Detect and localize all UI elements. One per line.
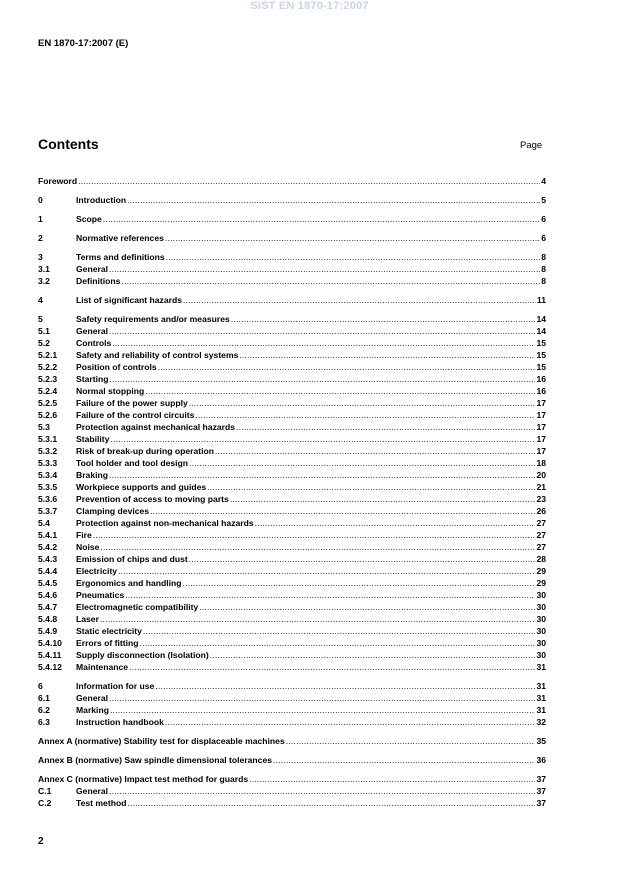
- toc-entry-title: Foreword: [38, 176, 78, 186]
- toc-entry-page: 37: [536, 798, 546, 808]
- toc-entry[interactable]: [38, 373, 546, 385]
- toc-entry-page: 20: [536, 470, 546, 480]
- toc-entry[interactable]: [38, 325, 546, 337]
- toc-entry[interactable]: [38, 797, 546, 809]
- dot-leader: [109, 785, 535, 797]
- toc-entry-number: 5.3.4: [38, 470, 58, 480]
- dot-leader: [189, 553, 536, 565]
- toc-entry-page: 27: [536, 530, 546, 540]
- dot-leader: [145, 385, 535, 397]
- toc-entry-page: 31: [536, 681, 546, 691]
- toc-entry[interactable]: [38, 232, 546, 244]
- toc-entry-page: 37: [536, 774, 546, 784]
- toc-entry-page: 29: [536, 578, 546, 588]
- dot-leader: [127, 797, 535, 809]
- toc-entry[interactable]: [38, 457, 546, 469]
- toc-entry-page: 30: [536, 614, 546, 624]
- table-of-contents: [38, 175, 546, 809]
- dot-leader: [236, 421, 535, 433]
- toc-entry[interactable]: [38, 517, 546, 529]
- toc-entry-title: Information for use: [76, 681, 155, 691]
- toc-entry[interactable]: [38, 541, 546, 553]
- toc-entry-page: 23: [536, 494, 546, 504]
- toc-entry-number: 5.2.1: [38, 350, 58, 360]
- toc-entry-page: 17: [536, 434, 546, 444]
- toc-entry-number: 5.4.8: [38, 614, 58, 624]
- toc-entry-page: 31: [536, 705, 546, 715]
- dot-leader: [103, 213, 540, 225]
- toc-entry-title: General: [76, 326, 109, 336]
- toc-entry[interactable]: [38, 445, 546, 457]
- dot-leader: [150, 505, 535, 517]
- toc-entry[interactable]: [38, 397, 546, 409]
- toc-entry-page: 8: [541, 276, 546, 286]
- toc-entry-number: 6.1: [38, 693, 50, 703]
- dot-leader: [165, 716, 536, 728]
- toc-entry-number: 5.4.7: [38, 602, 58, 612]
- toc-entry-number: 5.2: [38, 338, 50, 348]
- toc-entry-number: 5.1: [38, 326, 50, 336]
- dot-leader: [110, 704, 535, 716]
- toc-entry-title: Failure of the control circuits: [76, 410, 195, 420]
- toc-entry[interactable]: [38, 294, 546, 306]
- toc-entry-number: 4: [38, 295, 43, 305]
- toc-entry-title: Tool holder and tool design: [76, 458, 189, 468]
- toc-entry-title: Annex A (normative) Stability test for displaceable machines: [38, 736, 285, 746]
- toc-entry-title: Errors of fitting: [76, 638, 139, 648]
- toc-entry-page: 27: [536, 542, 546, 552]
- dot-leader: [189, 457, 535, 469]
- toc-entry[interactable]: [38, 589, 546, 601]
- toc-entry-page: 30: [536, 590, 546, 600]
- dot-leader: [165, 232, 540, 244]
- toc-entry-number: 5.4.3: [38, 554, 58, 564]
- toc-entry[interactable]: [38, 754, 546, 766]
- toc-entry[interactable]: [38, 385, 546, 397]
- toc-entry-title: Workpiece supports and guides: [76, 482, 207, 492]
- toc-entry-page: 30: [536, 650, 546, 660]
- toc-entry-title: Electricity: [76, 566, 118, 576]
- dot-leader: [183, 577, 536, 589]
- toc-entry-title: Pneumatics: [76, 590, 125, 600]
- toc-entry-title: Annex B (normative) Saw spindle dimensional tolerances: [38, 755, 272, 765]
- dot-leader: [231, 313, 536, 325]
- dot-leader: [140, 637, 536, 649]
- toc-entry-title: Ergonomics and handling: [76, 578, 182, 588]
- toc-entry-number: 5.4: [38, 518, 50, 528]
- toc-entry-title: General: [76, 264, 109, 274]
- toc-entry-title: Instruction handbook: [76, 717, 164, 727]
- dot-leader: [215, 445, 535, 457]
- toc-entry-title: Definitions: [76, 276, 121, 286]
- toc-entry-page: 6: [541, 233, 546, 243]
- toc-entry-title: Terms and definitions: [76, 252, 165, 262]
- toc-entry-page: 5: [541, 195, 546, 205]
- toc-entry-title: Risk of break-up during operation: [76, 446, 214, 456]
- toc-entry-title: Supply disconnection (Isolation): [76, 650, 209, 660]
- toc-entry[interactable]: [38, 175, 546, 187]
- toc-entry-page: 4: [541, 176, 546, 186]
- toc-entry-page: 21: [536, 482, 546, 492]
- toc-entry-page: 14: [536, 314, 546, 324]
- toc-entry-page: 17: [536, 446, 546, 456]
- toc-entry-number: 5.3.2: [38, 446, 58, 456]
- toc-entry[interactable]: [38, 251, 546, 263]
- toc-entry-number: 5.4.9: [38, 626, 58, 636]
- toc-entry[interactable]: [38, 735, 546, 747]
- toc-entry-page: 15: [536, 362, 546, 372]
- toc-entry-number: 5.2.5: [38, 398, 58, 408]
- dot-leader: [239, 349, 535, 361]
- toc-entry-page: 15: [536, 350, 546, 360]
- toc-entry[interactable]: [38, 716, 546, 728]
- toc-entry-number: 6: [38, 681, 43, 691]
- dot-leader: [210, 649, 536, 661]
- dot-leader: [121, 275, 540, 287]
- toc-entry-title: Electromagnetic compatibility: [76, 602, 199, 612]
- toc-entry-number: 5.4.6: [38, 590, 58, 600]
- toc-entry[interactable]: [38, 275, 546, 287]
- toc-entry-number: 5.2.4: [38, 386, 58, 396]
- toc-entry[interactable]: [38, 481, 546, 493]
- toc-entry-number: 6.2: [38, 705, 50, 715]
- toc-entry[interactable]: [38, 433, 546, 445]
- toc-entry-number: 6.3: [38, 717, 50, 727]
- toc-entry[interactable]: [38, 613, 546, 625]
- toc-entry-number: 5.2.6: [38, 410, 58, 420]
- dot-leader: [255, 517, 536, 529]
- toc-entry[interactable]: [38, 649, 546, 661]
- toc-entry[interactable]: [38, 361, 546, 373]
- toc-entry[interactable]: [38, 704, 546, 716]
- toc-entry-page: 31: [536, 662, 546, 672]
- toc-entry-number: 5.4.2: [38, 542, 58, 552]
- toc-entry-title: General: [76, 786, 109, 796]
- dot-leader: [109, 373, 535, 385]
- toc-entry[interactable]: [38, 493, 546, 505]
- toc-entry-number: 2: [38, 233, 43, 243]
- toc-entry[interactable]: [38, 529, 546, 541]
- toc-entry[interactable]: [38, 680, 546, 692]
- toc-entry[interactable]: [38, 773, 546, 785]
- toc-entry-title: Maintenance: [76, 662, 129, 672]
- toc-entry-page: 30: [536, 626, 546, 636]
- toc-entry-title: Scope: [76, 214, 102, 224]
- toc-entry-number: 5.3.1: [38, 434, 58, 444]
- toc-entry-number: 5.2.3: [38, 374, 58, 384]
- toc-entry-title: Introduction: [76, 195, 127, 205]
- toc-entry-page: 15: [536, 338, 546, 348]
- dot-leader: [199, 601, 535, 613]
- dot-leader: [158, 361, 536, 373]
- toc-entry-title: Stability: [76, 434, 110, 444]
- toc-entry-title: Test method: [76, 798, 127, 808]
- toc-entry-page: 8: [541, 252, 546, 262]
- toc-entry-title: Protection against non-mechanical hazards: [76, 518, 254, 528]
- toc-entry-title: Protection against mechanical hazards: [76, 422, 236, 432]
- toc-entry-page: 17: [536, 410, 546, 420]
- toc-entry-title: Controls: [76, 338, 112, 348]
- document-id: EN 1870-17:2007 (E): [38, 38, 129, 49]
- toc-entry[interactable]: [38, 421, 546, 433]
- toc-entry-title: Position of controls: [76, 362, 157, 372]
- toc-entry-number: 0: [38, 195, 43, 205]
- dot-leader: [207, 481, 535, 493]
- toc-entry[interactable]: [38, 692, 546, 704]
- toc-entry-number: 3.2: [38, 276, 50, 286]
- toc-entry-title: Safety and reliability of control systems: [76, 350, 239, 360]
- toc-entry[interactable]: [38, 337, 546, 349]
- dot-leader: [125, 589, 535, 601]
- toc-entry-number: 5.4.12: [38, 662, 62, 672]
- toc-entry-number: C.2: [38, 798, 52, 808]
- page-number: 2: [38, 836, 44, 847]
- toc-entry-number: C.1: [38, 786, 52, 796]
- dot-leader: [155, 680, 535, 692]
- toc-entry[interactable]: [38, 263, 546, 275]
- dot-leader: [100, 613, 536, 625]
- dot-leader: [109, 469, 535, 481]
- toc-entry[interactable]: [38, 349, 546, 361]
- toc-entry-number: 5: [38, 314, 43, 324]
- toc-entry[interactable]: [38, 409, 546, 421]
- toc-entry-title: Safety requirements and/or measures: [76, 314, 230, 324]
- watermark: SIST EN 1870-17:2007: [250, 0, 369, 12]
- toc-entry-title: Braking: [76, 470, 108, 480]
- toc-entry-number: 5.4.1: [38, 530, 58, 540]
- toc-entry-page: 36: [536, 755, 546, 765]
- dot-leader: [78, 175, 540, 187]
- toc-entry-page: 11: [536, 295, 546, 305]
- toc-entry[interactable]: [38, 505, 546, 517]
- dot-leader: [143, 625, 536, 637]
- dot-leader: [286, 735, 536, 747]
- dot-leader: [118, 565, 535, 577]
- toc-entry-number: 5.3: [38, 422, 50, 432]
- toc-entry-title: Starting: [76, 374, 109, 384]
- dot-leader: [109, 692, 535, 704]
- dot-leader: [109, 325, 535, 337]
- toc-entry-page: 16: [536, 374, 546, 384]
- toc-entry-title: Normative references: [76, 233, 164, 243]
- toc-entry-title: Prevention of access to moving parts: [76, 494, 229, 504]
- dot-leader: [110, 433, 535, 445]
- toc-entry-title: General: [76, 693, 109, 703]
- toc-entry[interactable]: [38, 661, 546, 673]
- toc-entry-number: 5.3.5: [38, 482, 58, 492]
- toc-entry-page: 29: [536, 566, 546, 576]
- toc-entry-page: 17: [536, 422, 546, 432]
- toc-entry-number: 5.2.2: [38, 362, 58, 372]
- toc-entry-title: Annex C (normative) Impact test method for guards: [38, 774, 249, 784]
- toc-entry-number: 5.4.10: [38, 638, 62, 648]
- toc-entry-page: 8: [541, 264, 546, 274]
- toc-entry-page: 26: [536, 506, 546, 516]
- toc-entry-page: 30: [536, 638, 546, 648]
- toc-entry-number: 5.3.3: [38, 458, 58, 468]
- toc-entry-number: 5.3.7: [38, 506, 58, 516]
- dot-leader: [127, 194, 540, 206]
- dot-leader: [129, 661, 535, 673]
- toc-entry[interactable]: [38, 577, 546, 589]
- dot-leader: [109, 263, 540, 275]
- toc-entry-page: 14: [536, 326, 546, 336]
- toc-entry[interactable]: [38, 213, 546, 225]
- toc-entry-page: 16: [536, 386, 546, 396]
- toc-entry-title: Failure of the power supply: [76, 398, 188, 408]
- toc-entry-page: 28: [536, 554, 546, 564]
- toc-entry-title: Normal stopping: [76, 386, 145, 396]
- toc-entry-page: 37: [536, 786, 546, 796]
- toc-entry-page: 35: [536, 736, 546, 746]
- toc-entry-number: 5.3.6: [38, 494, 58, 504]
- toc-entry-title: Emission of chips and dust: [76, 554, 188, 564]
- dot-leader: [273, 754, 535, 766]
- toc-entry-title: List of significant hazards: [76, 295, 183, 305]
- toc-entry[interactable]: [38, 601, 546, 613]
- toc-entry[interactable]: [38, 637, 546, 649]
- toc-entry-number: 5.4.4: [38, 566, 58, 576]
- toc-entry[interactable]: [38, 785, 546, 797]
- toc-entry-title: Static electricity: [76, 626, 142, 636]
- dot-leader: [166, 251, 541, 263]
- toc-entry-title: Marking: [76, 705, 109, 715]
- dot-leader: [100, 541, 535, 553]
- page-title: Contents: [38, 136, 99, 152]
- toc-entry-page: 27: [536, 518, 546, 528]
- toc-entry[interactable]: [38, 565, 546, 577]
- toc-entry-page: 32: [536, 717, 546, 727]
- toc-entry-number: 5.4.5: [38, 578, 58, 588]
- toc-entry[interactable]: [38, 313, 546, 325]
- toc-entry[interactable]: [38, 469, 546, 481]
- toc-entry-title: Noise: [76, 542, 100, 552]
- toc-entry-page: 18: [536, 458, 546, 468]
- toc-entry-page: 6: [541, 214, 546, 224]
- dot-leader: [249, 773, 535, 785]
- toc-entry-title: Fire: [76, 530, 92, 540]
- dot-leader: [112, 337, 535, 349]
- toc-entry-title: Clamping devices: [76, 506, 150, 516]
- page-column-label: Page: [520, 140, 543, 151]
- toc-entry-page: 17: [536, 398, 546, 408]
- toc-entry-title: Laser: [76, 614, 99, 624]
- dot-leader: [183, 294, 536, 306]
- dot-leader: [93, 529, 536, 541]
- dot-leader: [189, 397, 536, 409]
- toc-entry-number: 3.1: [38, 264, 50, 274]
- toc-entry-number: 3: [38, 252, 43, 262]
- toc-entry-number: 5.4.11: [38, 650, 62, 660]
- toc-entry-page: 31: [536, 693, 546, 703]
- dot-leader: [230, 493, 536, 505]
- toc-entry-number: 1: [38, 214, 43, 224]
- toc-entry[interactable]: [38, 625, 546, 637]
- toc-entry-page: 30: [536, 602, 546, 612]
- toc-entry[interactable]: [38, 194, 546, 206]
- toc-entry[interactable]: [38, 553, 546, 565]
- dot-leader: [195, 409, 535, 421]
